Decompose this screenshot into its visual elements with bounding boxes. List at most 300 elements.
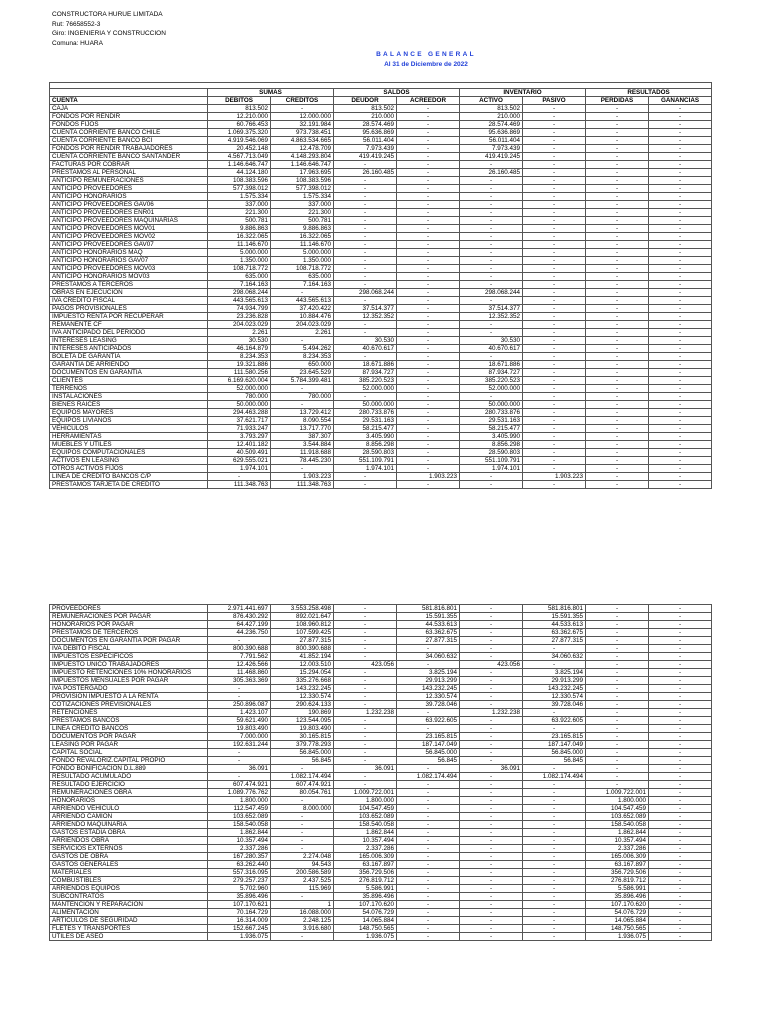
cell-ganancias: - — [649, 933, 712, 941]
cell-debitos: 500.781 — [208, 217, 271, 225]
cell-cuenta: LEASING POR PAGAR — [50, 741, 208, 749]
cell-acreedor: 187.147.049 — [397, 741, 460, 749]
cell-perdidas: 1.862.844 — [586, 829, 649, 837]
cell-debitos: 103.652.089 — [208, 813, 271, 821]
table-row — [50, 393, 712, 401]
cell-acreedor: - — [397, 137, 460, 145]
cell-deudor: - — [334, 297, 397, 305]
cell-perdidas: - — [586, 629, 649, 637]
cell-pasivo: - — [523, 137, 586, 145]
cell-activo: 87.934.727 — [460, 369, 523, 377]
cell-cuenta: COMBUSTIBLES — [50, 877, 208, 885]
cell-ganancias: - — [649, 329, 712, 337]
cell-deudor: - — [334, 605, 397, 613]
cell-acreedor: - — [397, 201, 460, 209]
cell-pasivo: 56.845.000 — [523, 749, 586, 757]
table-row — [50, 861, 712, 869]
cell-creditos: 11.918.688 — [271, 449, 334, 457]
cell-activo: - — [460, 161, 523, 169]
cell-ganancias: - — [649, 177, 712, 185]
col-acreedor: ACREEDOR — [397, 97, 460, 105]
table-row — [50, 637, 712, 645]
table-row — [50, 621, 712, 629]
cell-perdidas: - — [586, 377, 649, 385]
cell-ganancias: - — [649, 137, 712, 145]
cell-debitos: 50.000.000 — [208, 401, 271, 409]
cell-acreedor: - — [397, 861, 460, 869]
table-row — [50, 441, 712, 449]
cell-perdidas: - — [586, 441, 649, 449]
cell-deudor: 298.068.244 — [334, 289, 397, 297]
cell-cuenta: PAGOS PROVISIONALES — [50, 305, 208, 313]
cell-pasivo: - — [523, 401, 586, 409]
cell-creditos: 635.000 — [271, 273, 334, 281]
cell-activo: 1.232.238 — [460, 709, 523, 717]
cell-deudor: - — [334, 209, 397, 217]
cell-cuenta: FONDOS POR RENDIR — [50, 113, 208, 121]
cell-ganancias: - — [649, 685, 712, 693]
cell-creditos: 7.164.163 — [271, 281, 334, 289]
cell-creditos: 115.969 — [271, 885, 334, 893]
cell-perdidas: - — [586, 765, 649, 773]
cell-cuenta: IVA DEBITO FISCAL — [50, 645, 208, 653]
cell-ganancias: - — [649, 393, 712, 401]
cell-debitos: 1.862.844 — [208, 829, 271, 837]
cell-creditos: 8.090.554 — [271, 417, 334, 425]
cell-cuenta: RESULTADO EJERCICIO — [50, 781, 208, 789]
cell-pasivo: - — [523, 193, 586, 201]
cell-creditos: 9.886.863 — [271, 225, 334, 233]
cell-activo: - — [460, 393, 523, 401]
cell-creditos: 123.544.095 — [271, 717, 334, 725]
cell-creditos: 32.191.984 — [271, 121, 334, 129]
cell-deudor: 8.856.298 — [334, 441, 397, 449]
cell-deudor: - — [334, 265, 397, 273]
cell-cuenta: FONDO REVALORIZ.CAPITAL PROPIO — [50, 757, 208, 765]
cell-activo: - — [460, 677, 523, 685]
cell-activo: - — [460, 249, 523, 257]
cell-acreedor: - — [397, 361, 460, 369]
cell-pasivo: 63.362.675 — [523, 629, 586, 637]
cell-deudor: 1.974.101 — [334, 465, 397, 473]
cell-debitos: 298.068.244 — [208, 289, 271, 297]
cell-acreedor: 56.845.000 — [397, 749, 460, 757]
cell-creditos: 650.000 — [271, 361, 334, 369]
cell-creditos: 12.330.574 — [271, 693, 334, 701]
cell-acreedor: 1.903.223 — [397, 473, 460, 481]
cell-acreedor: - — [397, 233, 460, 241]
cell-perdidas: - — [586, 425, 649, 433]
cell-deudor: - — [334, 685, 397, 693]
cell-debitos: 19.321.886 — [208, 361, 271, 369]
cell-debitos: 12.401.182 — [208, 441, 271, 449]
cell-activo: - — [460, 821, 523, 829]
col-ganancias: GANANCIAS — [649, 97, 712, 105]
cell-debitos: 63.262.440 — [208, 861, 271, 869]
cell-creditos: 10.884.476 — [271, 313, 334, 321]
cell-deudor: 103.652.089 — [334, 813, 397, 821]
cell-creditos: 2.437.525 — [271, 877, 334, 885]
cell-acreedor: - — [397, 289, 460, 297]
cell-deudor: 1.232.238 — [334, 709, 397, 717]
cell-perdidas: 276.819.712 — [586, 877, 649, 885]
cell-acreedor: 15.591.355 — [397, 613, 460, 621]
cell-deudor: 419.419.245 — [334, 153, 397, 161]
table-row — [50, 481, 712, 489]
cell-deudor: 58.215.477 — [334, 425, 397, 433]
cell-ganancias: - — [649, 473, 712, 481]
cell-creditos: 190.869 — [271, 709, 334, 717]
table-row — [50, 837, 712, 845]
cell-deudor: - — [334, 201, 397, 209]
cell-ganancias: - — [649, 169, 712, 177]
table-row — [50, 765, 712, 773]
cell-creditos: 204.023.029 — [271, 321, 334, 329]
cell-creditos: 1.903.223 — [271, 473, 334, 481]
cell-cuenta: FONDOS FIJOS — [50, 121, 208, 129]
cell-perdidas: - — [586, 193, 649, 201]
cell-debitos: 800.390.688 — [208, 645, 271, 653]
cell-ganancias: - — [649, 605, 712, 613]
cell-deudor: 10.357.494 — [334, 837, 397, 845]
cell-pasivo: - — [523, 129, 586, 137]
cell-deudor: 3.405.990 — [334, 433, 397, 441]
table-row — [50, 845, 712, 853]
cell-ganancias: - — [649, 353, 712, 361]
cell-debitos: 1.069.375.320 — [208, 129, 271, 137]
cell-activo: - — [460, 233, 523, 241]
cell-perdidas: - — [586, 257, 649, 265]
cell-creditos: 41.852.194 — [271, 653, 334, 661]
company-name: CONSTRUCTORA HURUE LIMITADA — [52, 11, 163, 18]
cell-ganancias: - — [649, 201, 712, 209]
cell-pasivo: - — [523, 885, 586, 893]
cell-creditos: - — [271, 289, 334, 297]
cell-cuenta: OTROS ACTIVOS FIJOS — [50, 465, 208, 473]
cell-debitos: 12.426.566 — [208, 661, 271, 669]
table-row — [50, 433, 712, 441]
table-row — [50, 361, 712, 369]
cell-ganancias: - — [649, 145, 712, 153]
cell-deudor: 50.000.000 — [334, 401, 397, 409]
cell-ganancias: - — [649, 345, 712, 353]
cell-ganancias: - — [649, 289, 712, 297]
cell-perdidas: - — [586, 265, 649, 273]
cell-activo: 1.974.101 — [460, 465, 523, 473]
cell-ganancias: - — [649, 281, 712, 289]
cell-pasivo: 1.903.223 — [523, 473, 586, 481]
cell-creditos: 11.146.670 — [271, 241, 334, 249]
cell-activo: - — [460, 885, 523, 893]
cell-activo: - — [460, 297, 523, 305]
cell-debitos: 44.236.750 — [208, 629, 271, 637]
cell-ganancias: - — [649, 653, 712, 661]
cell-creditos: 56.845 — [271, 757, 334, 765]
cell-debitos: 23.236.828 — [208, 313, 271, 321]
cell-cuenta: GASTOS ESTADIA OBRA — [50, 829, 208, 837]
cell-debitos: 108.718.772 — [208, 265, 271, 273]
cell-pasivo: 143.232.245 — [523, 685, 586, 693]
cell-deudor: 2.337.286 — [334, 845, 397, 853]
cell-deudor: - — [334, 725, 397, 733]
cell-creditos: 3.553.258.498 — [271, 605, 334, 613]
cell-deudor: - — [334, 273, 397, 281]
cell-creditos: 387.307 — [271, 433, 334, 441]
cell-creditos: 111.348.763 — [271, 481, 334, 489]
table-row — [50, 257, 712, 265]
cell-pasivo: - — [523, 321, 586, 329]
cell-debitos: 64.427.199 — [208, 621, 271, 629]
cell-creditos: 15.294.054 — [271, 669, 334, 677]
cell-creditos: - — [271, 845, 334, 853]
cell-perdidas: - — [586, 417, 649, 425]
cell-perdidas: 1.800.000 — [586, 797, 649, 805]
cell-creditos: 30.165.815 — [271, 733, 334, 741]
cell-debitos: 1.575.334 — [208, 193, 271, 201]
cell-cuenta: FONDOS POR RENDIR TRABAJADORES — [50, 145, 208, 153]
cell-perdidas: - — [586, 337, 649, 345]
cell-creditos: 892.021.647 — [271, 613, 334, 621]
cell-acreedor: 63.922.605 — [397, 717, 460, 725]
cell-activo: - — [460, 733, 523, 741]
table-row — [50, 177, 712, 185]
cell-creditos: 4.863.534.665 — [271, 137, 334, 145]
cell-cuenta: CAPITAL SOCIAL — [50, 749, 208, 757]
cell-pasivo: - — [523, 161, 586, 169]
cell-cuenta: GARANTIA DE ARRIENDO — [50, 361, 208, 369]
cell-creditos: 37.420.422 — [271, 305, 334, 313]
cell-ganancias: - — [649, 265, 712, 273]
cell-deudor: 14.065.884 — [334, 917, 397, 925]
cell-debitos: 305.363.369 — [208, 677, 271, 685]
cell-acreedor: - — [397, 425, 460, 433]
table-row — [50, 661, 712, 669]
cell-activo: - — [460, 217, 523, 225]
cell-acreedor: - — [397, 313, 460, 321]
cell-perdidas: - — [586, 209, 649, 217]
cell-perdidas: - — [586, 701, 649, 709]
table-row — [50, 145, 712, 153]
cell-activo: - — [460, 853, 523, 861]
cell-deudor: 26.160.485 — [334, 169, 397, 177]
cell-perdidas: - — [586, 409, 649, 417]
table-row — [50, 169, 712, 177]
cell-cuenta: MATERIALES — [50, 869, 208, 877]
cell-deudor: - — [334, 217, 397, 225]
cell-creditos: 973.738.451 — [271, 129, 334, 137]
cell-perdidas: 158.540.058 — [586, 821, 649, 829]
cell-ganancias: - — [649, 209, 712, 217]
cell-ganancias: - — [649, 233, 712, 241]
cell-debitos: 279.257.237 — [208, 877, 271, 885]
cell-debitos: 40.509.491 — [208, 449, 271, 457]
cell-debitos: 20.452.148 — [208, 145, 271, 153]
cell-activo: 95.636.869 — [460, 129, 523, 137]
cell-debitos: 35.896.496 — [208, 893, 271, 901]
cell-cuenta: ARRIENDO CAMION — [50, 813, 208, 821]
cell-cuenta: ACTIVOS EN LEASING — [50, 457, 208, 465]
table-row — [50, 797, 712, 805]
table-row — [50, 321, 712, 329]
table-row — [50, 161, 712, 169]
cell-cuenta: ANTICIPO REMUNERACIONES — [50, 177, 208, 185]
cell-pasivo: - — [523, 861, 586, 869]
cell-creditos: 17.963.695 — [271, 169, 334, 177]
cell-pasivo: 581.816.801 — [523, 605, 586, 613]
cell-creditos: 290.624.133 — [271, 701, 334, 709]
cell-acreedor: - — [397, 877, 460, 885]
cell-deudor: 813.502 — [334, 105, 397, 113]
cell-deudor: 1.800.000 — [334, 797, 397, 805]
cell-perdidas: - — [586, 637, 649, 645]
cell-pasivo: - — [523, 813, 586, 821]
cell-perdidas: - — [586, 169, 649, 177]
cell-perdidas: 148.750.565 — [586, 925, 649, 933]
table-row — [50, 645, 712, 653]
cell-debitos: 5.702.960 — [208, 885, 271, 893]
cell-cuenta: HONORARIOS — [50, 797, 208, 805]
cell-creditos: 13.717.770 — [271, 425, 334, 433]
cell-acreedor: 29.913.299 — [397, 677, 460, 685]
cell-debitos: 4.567.713.049 — [208, 153, 271, 161]
cell-activo: 50.000.000 — [460, 401, 523, 409]
table-row — [50, 605, 712, 613]
cell-deudor: 40.670.617 — [334, 345, 397, 353]
table-row — [50, 377, 712, 385]
cell-pasivo: - — [523, 465, 586, 473]
cell-activo: - — [460, 473, 523, 481]
cell-debitos: 19.803.490 — [208, 725, 271, 733]
cell-creditos: 577.398.012 — [271, 185, 334, 193]
column-header-row — [50, 97, 712, 105]
cell-creditos: 143.232.245 — [271, 685, 334, 693]
cell-creditos: - — [271, 837, 334, 845]
cell-cuenta: PRESTAMOS TARJETA DE CREDITO — [50, 481, 208, 489]
cell-activo: 385.220.523 — [460, 377, 523, 385]
cell-ganancias: - — [649, 757, 712, 765]
cell-pasivo: - — [523, 329, 586, 337]
cell-debitos: 108.383.596 — [208, 177, 271, 185]
table-row — [50, 265, 712, 273]
cell-pasivo: - — [523, 305, 586, 313]
col-perdidas: PERDIDAS — [586, 97, 649, 105]
table-row — [50, 853, 712, 861]
cell-cuenta: SUBCONTRATOS — [50, 893, 208, 901]
cell-ganancias: - — [649, 313, 712, 321]
cell-acreedor: - — [397, 925, 460, 933]
cell-ganancias: - — [649, 185, 712, 193]
cell-ganancias: - — [649, 249, 712, 257]
cell-debitos: - — [208, 749, 271, 757]
cell-activo: - — [460, 193, 523, 201]
cell-deudor: 1.009.722.001 — [334, 789, 397, 797]
cell-creditos: 500.781 — [271, 217, 334, 225]
cell-debitos: 5.000.000 — [208, 249, 271, 257]
cell-ganancias: - — [649, 257, 712, 265]
cell-deudor: - — [334, 741, 397, 749]
cell-perdidas: 10.357.494 — [586, 837, 649, 845]
cell-cuenta: EQUIPOS COMPUTACIONALES — [50, 449, 208, 457]
cell-activo: - — [460, 837, 523, 845]
cell-creditos: - — [271, 893, 334, 901]
cell-cuenta: MUEBLES Y UTILES — [50, 441, 208, 449]
cell-pasivo: - — [523, 893, 586, 901]
cell-cuenta: COTIZACIONES PREVISIONALES — [50, 701, 208, 709]
cell-pasivo: - — [523, 233, 586, 241]
table-row — [50, 401, 712, 409]
cell-ganancias: - — [649, 917, 712, 925]
cell-activo: - — [460, 917, 523, 925]
cell-cuenta: IMPUESTOS ESPECIFICOS — [50, 653, 208, 661]
cell-creditos: 607.474.921 — [271, 781, 334, 789]
cell-perdidas: - — [586, 201, 649, 209]
table-row — [50, 105, 712, 113]
cell-activo: 52.000.000 — [460, 385, 523, 393]
cell-acreedor: - — [397, 821, 460, 829]
cell-pasivo: - — [523, 169, 586, 177]
cell-perdidas: 165.006.309 — [586, 853, 649, 861]
cell-activo: - — [460, 693, 523, 701]
cell-ganancias: - — [649, 433, 712, 441]
cell-ganancias: - — [649, 701, 712, 709]
cell-creditos: 2.274.048 — [271, 853, 334, 861]
cell-activo: - — [460, 201, 523, 209]
cell-debitos: 12.210.000 — [208, 113, 271, 121]
cell-creditos: 335.276.668 — [271, 677, 334, 685]
cell-cuenta: HONORARIOS POR PAGAR — [50, 621, 208, 629]
table-row — [50, 121, 712, 129]
cell-deudor: 5.586.991 — [334, 885, 397, 893]
table-row — [50, 893, 712, 901]
cell-cuenta: DOCUMENTOS POR PAGAR — [50, 733, 208, 741]
cell-debitos: 1.089.776.762 — [208, 789, 271, 797]
table-row — [50, 313, 712, 321]
cell-activo: - — [460, 877, 523, 885]
cell-debitos: 158.540.058 — [208, 821, 271, 829]
cell-pasivo: - — [523, 209, 586, 217]
cell-pasivo: - — [523, 877, 586, 885]
cell-ganancias: - — [649, 481, 712, 489]
cell-creditos: 1.146.646.747 — [271, 161, 334, 169]
cell-debitos: - — [208, 473, 271, 481]
cell-debitos: 112.547.459 — [208, 805, 271, 813]
cell-pasivo: - — [523, 185, 586, 193]
cell-cuenta: REMANENTE CF — [50, 321, 208, 329]
table-row — [50, 869, 712, 877]
cell-cuenta: ANTICIPO PROVEEDORES MOV03 — [50, 265, 208, 273]
cell-pasivo: - — [523, 869, 586, 877]
cell-deudor: - — [334, 177, 397, 185]
cell-acreedor: - — [397, 185, 460, 193]
table-row — [50, 305, 712, 313]
cell-acreedor: - — [397, 869, 460, 877]
cell-acreedor: - — [397, 909, 460, 917]
table-row — [50, 709, 712, 717]
cell-cuenta: RETENCIONES — [50, 709, 208, 717]
cell-debitos: 37.621.717 — [208, 417, 271, 425]
cell-ganancias: - — [649, 417, 712, 425]
cell-perdidas: - — [586, 621, 649, 629]
cell-cuenta: CAJA — [50, 105, 208, 113]
table-row — [50, 337, 712, 345]
cell-pasivo: - — [523, 409, 586, 417]
cell-debitos: 192.631.244 — [208, 741, 271, 749]
cell-creditos: 3.544.884 — [271, 441, 334, 449]
cell-cuenta: ARRIENDO MAQUINARIA — [50, 821, 208, 829]
cell-pasivo: - — [523, 241, 586, 249]
cell-deudor: 54.076.729 — [334, 909, 397, 917]
cell-debitos: 46.164.879 — [208, 345, 271, 353]
